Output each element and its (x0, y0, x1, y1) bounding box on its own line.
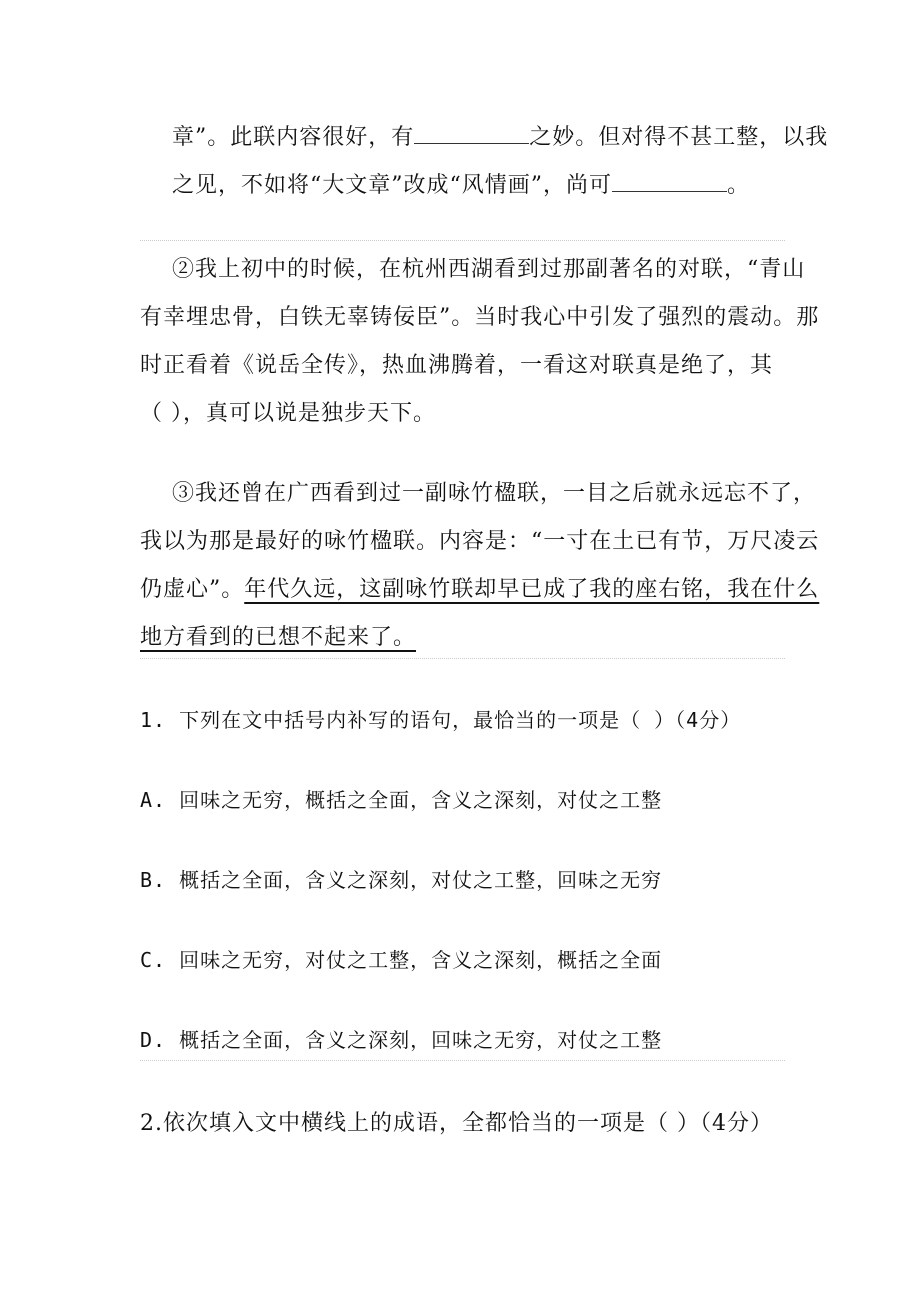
fill-blank-1 (414, 123, 529, 144)
option-b: B. 概括之全面，含义之深刻，对仗之工整，回味之无穷 (140, 868, 663, 892)
para2-line3: 时正看着《说岳全传》，热血沸腾着，一看这对联真是绝了，其 (140, 353, 774, 378)
divider (140, 658, 785, 659)
option-a: A. 回味之无穷，概括之全面，含义之深刻，对仗之工整 (140, 788, 663, 812)
divider (140, 240, 785, 241)
para3-line3 (140, 572, 819, 603)
text: 仍虚心”。 (140, 577, 245, 602)
fill-blank-2 (612, 171, 727, 192)
divider (140, 1060, 785, 1061)
para2-line1: ②我上初中的时候，在杭州西湖看到过那副著名的对联，“青山 (172, 257, 806, 282)
para1-line2 (172, 168, 750, 199)
option-d: D. 概括之全面，含义之深刻，回味之无穷，对仗之工整 (140, 1028, 663, 1052)
para2-line2: 有幸埋忠骨，白铁无辜铸佞臣”。当时我心中引发了强烈的震动。那 (140, 305, 820, 330)
text: 章”。此联内容很好，有 (172, 125, 415, 150)
question-1: 1. 下列在文中括号内补写的语句，最恰当的一项是（ ）（4分） (140, 708, 742, 732)
underlined-text: 年代久远，这副咏竹联却早已成了我的座右铭，我在什么 (244, 577, 820, 602)
text: 。 (727, 173, 751, 198)
option-c: C. 回味之无穷，对仗之工整，含义之深刻，概括之全面 (140, 948, 663, 972)
text: 之妙。但对得不甚工整，以我 (529, 125, 829, 150)
para3-line1: ③我还曾在广西看到过一副咏竹楹联，一目之后就永远忘不了， (172, 481, 817, 506)
question-2: 2.依次填入文中横线上的成语，全都恰当的一项是（ ）（4分） (140, 1111, 773, 1136)
text: 之见，不如将“大文章”改成“风情画”，尚可 (172, 173, 612, 198)
para3-line2: 我以为那是最好的咏竹楹联。内容是：“一寸在土已有节，万尺凌云 (140, 529, 820, 554)
para2-line4: （ ），真可以说是独步天下。 (140, 401, 436, 426)
para1-line1 (172, 120, 828, 151)
para3-line4-underlined: 地方看到的已想不起来了。 (140, 625, 417, 650)
